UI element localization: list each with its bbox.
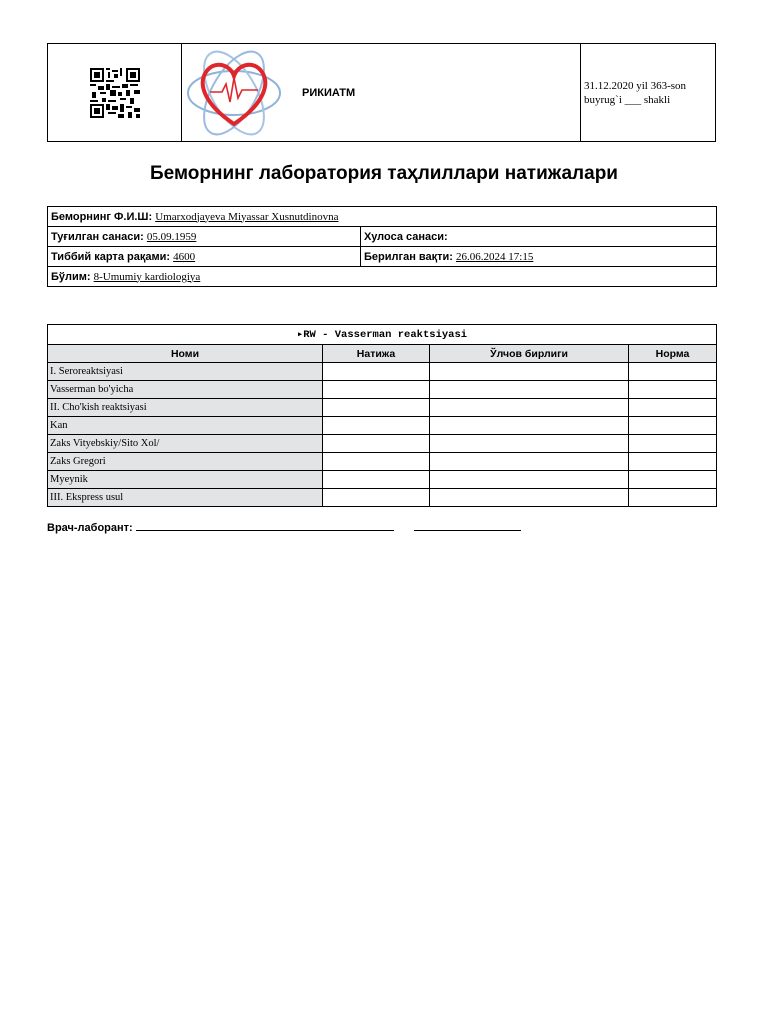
row-result <box>323 399 430 417</box>
department-value: 8-Umumiy kardiologiya <box>93 270 201 283</box>
qr-code-icon <box>90 68 140 118</box>
row-unit <box>430 471 629 489</box>
patient-name-value: Umarxodjayeva Miyassar Xusnutdinovna <box>155 210 339 223</box>
table-row <box>48 471 717 489</box>
signature-blank-2 <box>414 521 521 531</box>
order-reference <box>581 44 715 141</box>
row-unit <box>430 381 629 399</box>
table-row <box>48 453 717 471</box>
patient-info-table <box>47 206 717 287</box>
row-norm <box>629 363 717 381</box>
row-result <box>323 435 430 453</box>
row-unit <box>430 489 629 507</box>
organization-name: РИКИАТМ <box>302 86 356 99</box>
qr-cell <box>48 44 182 141</box>
row-name: Vasserman bo'yicha <box>48 381 323 399</box>
patient-name-label: Беморнинг Ф.И.Ш: <box>51 210 153 223</box>
table-row <box>48 435 717 453</box>
column-header-name: Номи <box>48 345 323 363</box>
document-header <box>47 43 716 142</box>
table-row <box>48 417 717 435</box>
row-result <box>323 417 430 435</box>
row-unit <box>430 435 629 453</box>
row-norm <box>629 381 717 399</box>
row-result <box>323 471 430 489</box>
row-norm <box>629 471 717 489</box>
medical-card-value: 4600 <box>173 250 196 263</box>
issued-time-cell <box>361 247 717 267</box>
row-unit <box>430 417 629 435</box>
table-row <box>48 363 717 381</box>
row-result <box>323 489 430 507</box>
birth-date-label: Туғилган санаси: <box>51 230 144 243</box>
birth-date-cell <box>48 227 361 247</box>
row-unit <box>430 363 629 381</box>
issued-time-label: Берилган вақти: <box>364 250 453 263</box>
birth-date-value: 05.09.1959 <box>146 230 197 243</box>
row-norm <box>629 435 717 453</box>
signature-label: Врач-лаборант: <box>47 522 133 534</box>
row-name: Zaks Vityebskiy/Sito Xol/ <box>48 435 323 453</box>
column-header-norm: Норма <box>629 345 717 363</box>
order-line-2: buyrug`i ___ shakli <box>584 94 671 106</box>
row-norm <box>629 417 717 435</box>
row-norm <box>629 453 717 471</box>
table-row <box>48 399 717 417</box>
signature-blank-1 <box>136 521 394 531</box>
row-result <box>323 363 430 381</box>
row-name: Kan <box>48 417 323 435</box>
row-unit <box>430 453 629 471</box>
column-header-result: Натижа <box>323 345 430 363</box>
issued-time-value: 26.06.2024 17:15 <box>456 250 534 263</box>
conclusion-date-label: Хулоса санаси: <box>364 230 448 243</box>
medical-card-cell <box>48 247 361 267</box>
signature-line <box>47 521 521 534</box>
row-name: II. Cho'kish reaktsiyasi <box>48 399 323 417</box>
row-norm <box>629 489 717 507</box>
results-table <box>47 324 717 507</box>
row-result <box>323 453 430 471</box>
conclusion-date-cell <box>361 227 717 247</box>
logo-cell <box>182 44 581 141</box>
row-norm <box>629 399 717 417</box>
table-row <box>48 381 717 399</box>
table-row <box>48 489 717 507</box>
row-name: Zaks Gregori <box>48 453 323 471</box>
medical-card-label: Тиббий карта рақами: <box>51 250 171 263</box>
column-header-unit: Ўлчов бирлиги <box>430 345 629 363</box>
row-name: Myeynik <box>48 471 323 489</box>
heart-atom-logo-icon <box>184 44 284 141</box>
results-body <box>48 363 717 507</box>
department-label: Бўлим: <box>51 270 91 283</box>
patient-name-cell <box>48 207 717 227</box>
results-caption: ▸RW - Vasserman reaktsiyasi <box>48 325 717 345</box>
department-cell <box>48 267 717 287</box>
row-name: III. Ekspress usul <box>48 489 323 507</box>
row-unit <box>430 399 629 417</box>
row-result <box>323 381 430 399</box>
row-name: I. Seroreaktsiyasi <box>48 363 323 381</box>
document-title: Беморнинг лаборатория таҳлиллари натижалари <box>150 163 618 184</box>
order-line-1: 31.12.2020 yil 363-son <box>584 80 687 92</box>
